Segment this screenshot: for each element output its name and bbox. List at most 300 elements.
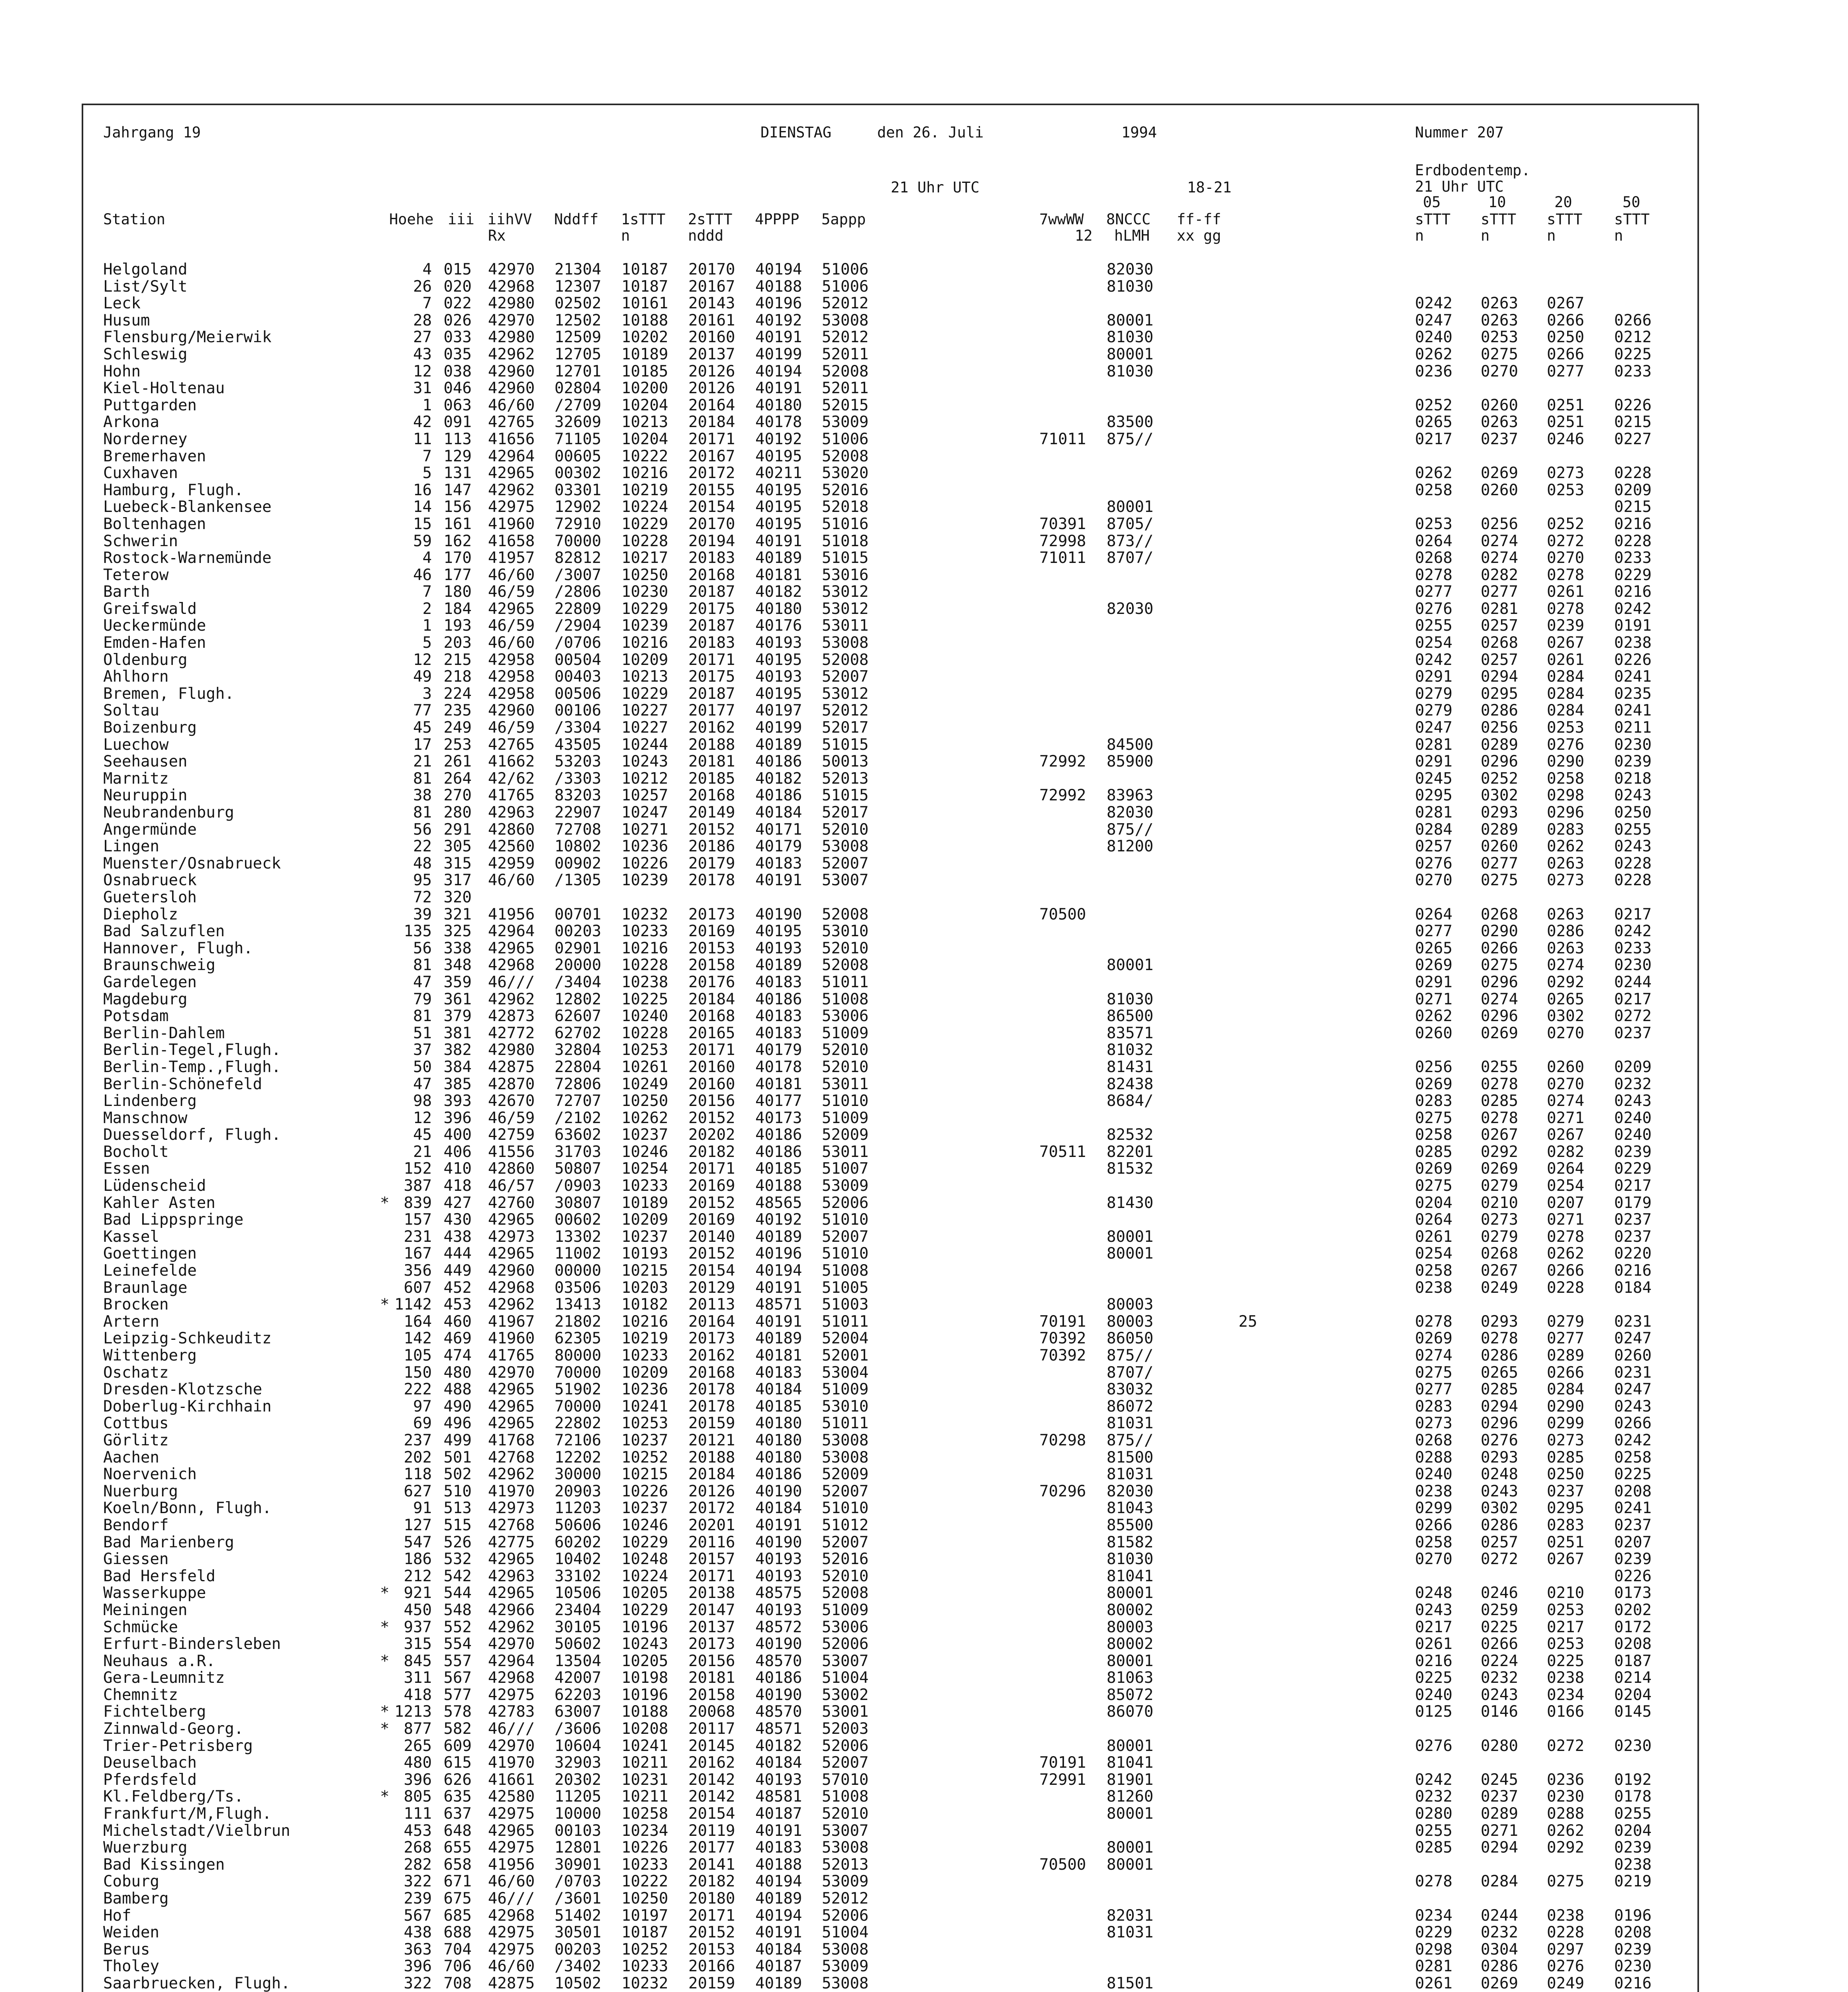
pppp-value: 40180: [755, 1448, 802, 1467]
appp-value: 52010: [822, 1567, 869, 1585]
soil-05-value: 0234: [1415, 1906, 1452, 1925]
appp-value: 52010: [822, 820, 869, 839]
pppp-value: 40176: [755, 617, 802, 635]
nccc-value: 82201: [1107, 1143, 1154, 1161]
soil-50-value: 0260: [1614, 1347, 1652, 1365]
iihvv-value: 42768: [488, 1516, 535, 1534]
nddff-value: 00000: [555, 1262, 602, 1280]
wwww-value: 72992: [1039, 786, 1086, 805]
table-row: [83, 923, 1701, 940]
station-name: Bad Marienberg: [103, 1533, 234, 1551]
station-height: 1: [422, 396, 432, 414]
station-iii: 325: [443, 922, 472, 941]
station-name: Giessen: [103, 1550, 169, 1569]
station-iii: 203: [443, 634, 472, 652]
station-height: 56: [413, 939, 432, 957]
station-name: Magdeburg: [103, 990, 188, 1008]
iihvv-value: 42980: [488, 328, 535, 347]
station-name: Osnabrueck: [103, 871, 197, 890]
table-row: [83, 1195, 1701, 1212]
station-height: 47: [413, 1075, 432, 1093]
sttt1-value: 10236: [621, 1380, 668, 1399]
appp-value: 57010: [822, 1770, 869, 1789]
station-iii: 147: [443, 481, 472, 499]
iihvv-value: 42966: [488, 1601, 535, 1619]
station-name: Braunlage: [103, 1278, 188, 1297]
soil-05-value: 0276: [1415, 1737, 1452, 1755]
sttt1-value: 10241: [621, 1397, 668, 1416]
appp-value: 53002: [822, 1686, 869, 1704]
station-iii: 496: [443, 1414, 472, 1433]
station-iii: 490: [443, 1397, 472, 1416]
table-row: [83, 1788, 1701, 1806]
table-row: [83, 822, 1701, 839]
table-row: [83, 329, 1701, 346]
table-row: [83, 1093, 1701, 1110]
soil-10-value: 0285: [1481, 1380, 1518, 1399]
appp-value: 53004: [822, 1363, 869, 1382]
pppp-value: 40191: [755, 379, 802, 398]
pppp-value: 40194: [755, 1872, 802, 1891]
soil-20-value: 0217: [1547, 1618, 1584, 1636]
sttt2-value: 20187: [688, 684, 735, 703]
table-row: [83, 974, 1701, 991]
station-height: 21: [413, 1143, 432, 1161]
sttt2-value: 20185: [688, 769, 735, 788]
station-height: 111: [404, 1805, 432, 1823]
appp-value: 53009: [822, 1957, 869, 1976]
nccc-value: 82030: [1107, 1482, 1154, 1500]
iihvv-value: 42963: [488, 804, 535, 822]
nccc-value: 81030: [1107, 362, 1154, 380]
depth-05: 05: [1423, 194, 1441, 211]
sttt2-value: 20138: [688, 1584, 735, 1602]
sttt1-value: 10227: [621, 702, 668, 720]
appp-value: 52007: [822, 1227, 869, 1246]
station-name: Saarbruecken, Flugh.: [103, 1974, 290, 1992]
iihvv-value: 42560: [488, 837, 535, 856]
station-name: Hohn: [103, 362, 141, 380]
sttt2-value: 20180: [688, 1890, 735, 1908]
table-row: [83, 1890, 1701, 1908]
station-height: 59: [413, 532, 432, 550]
pppp-value: 40190: [755, 1533, 802, 1551]
soil-10-value: 0224: [1481, 1652, 1518, 1670]
iihvv-value: 46/60: [488, 1957, 535, 1976]
station-iii: 552: [443, 1618, 472, 1636]
station-name: Cottbus: [103, 1414, 169, 1433]
soil-05-value: 0262: [1415, 345, 1452, 363]
sttt1-value: 10230: [621, 583, 668, 601]
soil-20-value: 0207: [1547, 1194, 1584, 1212]
station-name: Goettingen: [103, 1245, 197, 1263]
sttt2-value: 20177: [688, 1839, 735, 1857]
station-height: 2: [422, 600, 432, 618]
table-row: [83, 1619, 1701, 1636]
soil-05-value: 0270: [1415, 871, 1452, 890]
pppp-value: 40192: [755, 1211, 802, 1229]
nddff-value: 72106: [555, 1431, 602, 1449]
appp-value: 51008: [822, 1262, 869, 1280]
station-height: 95: [413, 871, 432, 890]
sttt1-value: 10205: [621, 1652, 668, 1670]
soil-05-value: 0254: [1415, 634, 1452, 652]
nccc-value: 81030: [1107, 328, 1154, 347]
table-row: [83, 1857, 1701, 1874]
col-station: Station: [103, 211, 165, 228]
station-iii: 359: [443, 973, 472, 991]
station-iii: 626: [443, 1770, 472, 1789]
sttt2-value: 20154: [688, 1262, 735, 1280]
station-height: 42: [413, 413, 432, 431]
soil-05-value: 0285: [1415, 1143, 1452, 1161]
appp-value: 51007: [822, 1160, 869, 1178]
soil-50-value: 0239: [1614, 1839, 1652, 1857]
sttt1-value: 10203: [621, 1278, 668, 1297]
station-iii: 706: [443, 1957, 472, 1976]
weekday-label: DIENSTAG: [760, 124, 832, 141]
nddff-value: 22809: [555, 600, 602, 618]
sttt1-value: 10222: [621, 1872, 668, 1891]
pppp-value: 40173: [755, 1109, 802, 1127]
appp-value: 52012: [822, 294, 869, 313]
station-height: 237: [404, 1431, 432, 1449]
soil-10-value: 0237: [1481, 430, 1518, 448]
station-name: Erfurt-Bindersleben: [103, 1635, 281, 1653]
station-iii: 382: [443, 1041, 472, 1059]
pppp-value: 40182: [755, 1737, 802, 1755]
soil-10-value: 0270: [1481, 362, 1518, 380]
pppp-value: 40193: [755, 1770, 802, 1789]
nddff-value: 12307: [555, 277, 602, 296]
soil-10-value: 0210: [1481, 1194, 1518, 1212]
col-12: 12: [1075, 227, 1093, 244]
nddff-value: 03301: [555, 481, 602, 499]
sttt2-value: 20171: [688, 1906, 735, 1925]
sttt2-value: 20116: [688, 1533, 735, 1551]
soil-10-value: 0266: [1481, 1635, 1518, 1653]
appp-value: 52011: [822, 345, 869, 363]
nddff-value: 62607: [555, 1007, 602, 1025]
soil-20-value: 0276: [1547, 1957, 1584, 1976]
station-name: Kl.Feldberg/Ts.: [103, 1788, 244, 1806]
sttt1-value: 10204: [621, 396, 668, 414]
appp-value: 51016: [822, 515, 869, 533]
soil-05-value: 0281: [1415, 1957, 1452, 1976]
iihvv-value: 42980: [488, 294, 535, 313]
soil-10-value: 0237: [1481, 1788, 1518, 1806]
station-name: Rostock-Warnemünde: [103, 549, 272, 567]
soil-05-value: 0281: [1415, 735, 1452, 754]
sttt1-value: 10217: [621, 549, 668, 567]
sttt1-value: 10227: [621, 719, 668, 737]
station-iii: 038: [443, 362, 472, 380]
iihvv-value: 42765: [488, 735, 535, 754]
station-iii: 544: [443, 1584, 472, 1602]
station-name: Nuerburg: [103, 1482, 178, 1500]
station-name: Luebeck-Blankensee: [103, 498, 272, 516]
soil-10-value: 0249: [1481, 1278, 1518, 1297]
station-iii: 215: [443, 651, 472, 669]
pppp-value: 40186: [755, 753, 802, 771]
sttt2-value: 20183: [688, 549, 735, 567]
station-height: 31: [413, 379, 432, 398]
soil-05-value: 0232: [1415, 1788, 1452, 1806]
station-name: Görlitz: [103, 1431, 169, 1449]
soil-20-value: 0278: [1547, 566, 1584, 584]
sttt2-value: 20171: [688, 1041, 735, 1059]
sttt1-value: 10250: [621, 1092, 668, 1110]
table-row: [83, 261, 1701, 278]
soil-20-value: 0236: [1547, 1770, 1584, 1789]
soil-50-value: 0216: [1614, 1974, 1652, 1992]
pppp-value: 40188: [755, 1855, 802, 1874]
nddff-value: /2709: [555, 396, 602, 414]
nccc-value: 81031: [1107, 1923, 1154, 1942]
sttt2-value: 20142: [688, 1770, 735, 1789]
station-iii: 396: [443, 1109, 472, 1127]
station-iii: 320: [443, 888, 472, 906]
pppp-value: 40179: [755, 1041, 802, 1059]
station-name: Brocken: [103, 1296, 169, 1314]
soil-20-value: 0297: [1547, 1940, 1584, 1959]
nddff-value: 12801: [555, 1839, 602, 1857]
soil-20-value: 0273: [1547, 464, 1584, 482]
station-height: 12: [413, 651, 432, 669]
station-name: Neubrandenburg: [103, 804, 234, 822]
appp-value: 52006: [822, 1635, 869, 1653]
sttt1-value: 10213: [621, 668, 668, 686]
nddff-value: 10506: [555, 1584, 602, 1602]
soil-20-value: 0292: [1547, 973, 1584, 991]
soil-10-value: 0292: [1481, 1143, 1518, 1161]
utc-heading: 21 Uhr UTC: [891, 179, 980, 196]
nccc-value: 83963: [1107, 786, 1154, 805]
soil-05-value: 0255: [1415, 1821, 1452, 1840]
table-row: [83, 516, 1701, 533]
soil-20-value: 0261: [1547, 583, 1584, 601]
station-height: 105: [404, 1347, 432, 1365]
iihvv-value: 42875: [488, 1058, 535, 1076]
soil-20-value: 0272: [1547, 1737, 1584, 1755]
pppp-value: 40191: [755, 1821, 802, 1840]
sttt2-value: 20164: [688, 396, 735, 414]
station-name: Hannover, Flugh.: [103, 939, 253, 957]
soil-05-value: 0261: [1415, 1974, 1452, 1992]
soil-05-value: 0275: [1415, 1363, 1452, 1382]
iihvv-value: 42965: [488, 1550, 535, 1569]
soil-10-value: 0274: [1481, 549, 1518, 567]
nddff-value: 42007: [555, 1669, 602, 1687]
nccc-value: 81500: [1107, 1448, 1154, 1467]
station-height: 48: [413, 854, 432, 872]
soil-20-value: 0270: [1547, 1024, 1584, 1042]
soil-10-value: 0294: [1481, 1397, 1518, 1416]
col-sttt-05: sTTT: [1415, 211, 1451, 228]
pppp-value: 40195: [755, 684, 802, 703]
iihvv-value: 42962: [488, 990, 535, 1008]
pppp-value: 40189: [755, 735, 802, 754]
soil-50-value: 0239: [1614, 1143, 1652, 1161]
sttt1-value: 10216: [621, 1312, 668, 1331]
table-row: [83, 1229, 1701, 1246]
col-iii: iii: [448, 211, 474, 228]
nccc-value: 81030: [1107, 1550, 1154, 1569]
wwww-value: 70500: [1039, 905, 1086, 923]
iihvv-value: 42975: [488, 1923, 535, 1942]
nddff-value: 51902: [555, 1380, 602, 1399]
soil-05-value: 0217: [1415, 1618, 1452, 1636]
table-row: [83, 940, 1701, 957]
sttt2-value: 20181: [688, 753, 735, 771]
station-iii: 515: [443, 1516, 472, 1534]
pppp-value: 40189: [755, 1329, 802, 1348]
soil-50-value: 0241: [1614, 702, 1652, 720]
station-name: Berlin-Temp.,Flugh.: [103, 1058, 281, 1076]
nccc-value: 82030: [1107, 804, 1154, 822]
soil-10-value: 0286: [1481, 1516, 1518, 1534]
iihvv-value: 41658: [488, 532, 535, 550]
pppp-value: 40184: [755, 1940, 802, 1959]
soil-20-value: 0238: [1547, 1669, 1584, 1687]
soil-10-value: 0302: [1481, 1499, 1518, 1518]
station-name: Wuerzburg: [103, 1839, 188, 1857]
station-height: 45: [413, 1126, 432, 1144]
pppp-value: 40195: [755, 447, 802, 465]
soil-20-value: 0254: [1547, 1177, 1584, 1195]
iihvv-value: 42965: [488, 939, 535, 957]
table-row: [83, 550, 1701, 567]
nddff-value: 11002: [555, 1245, 602, 1263]
nddff-value: 00203: [555, 1940, 602, 1959]
iihvv-value: 41662: [488, 753, 535, 771]
station-height: 56: [413, 820, 432, 839]
wwww-value: 70191: [1039, 1312, 1086, 1331]
station-height: 12: [413, 362, 432, 380]
sttt1-value: 10189: [621, 1194, 668, 1212]
table-row: [83, 1823, 1701, 1840]
soil-20-value: 0253: [1547, 481, 1584, 499]
nccc-value: 80001: [1107, 1227, 1154, 1246]
nddff-value: 43505: [555, 735, 602, 754]
soil-20-value: 0292: [1547, 1839, 1584, 1857]
station-name: Lindenberg: [103, 1092, 197, 1110]
iihvv-value: 41970: [488, 1482, 535, 1500]
appp-value: 52006: [822, 1194, 869, 1212]
table-row: [83, 1975, 1701, 1992]
sttt1-value: 10208: [621, 1720, 668, 1738]
table-row: [83, 1415, 1701, 1432]
sttt2-value: 20175: [688, 600, 735, 618]
appp-value: 52009: [822, 1465, 869, 1484]
station-iii: 022: [443, 294, 472, 313]
appp-value: 52001: [822, 1347, 869, 1365]
table-row: [83, 652, 1701, 669]
sttt1-value: 10246: [621, 1143, 668, 1161]
station-iii: 046: [443, 379, 472, 398]
soil-05-value: 0281: [1415, 804, 1452, 822]
soil-05-value: 0268: [1415, 1431, 1452, 1449]
nddff-value: /3606: [555, 1720, 602, 1738]
station-iii: 385: [443, 1075, 472, 1093]
sttt1-value: 10243: [621, 753, 668, 771]
soil-05-value: 0216: [1415, 1652, 1452, 1670]
soil-10-value: 0296: [1481, 1414, 1518, 1433]
table-row: [83, 1449, 1701, 1467]
station-height: 805: [404, 1788, 432, 1806]
wwww-value: 70296: [1039, 1482, 1086, 1500]
soil-05-value: 0125: [1415, 1703, 1452, 1721]
station-height: 1142: [394, 1296, 432, 1314]
appp-value: 53020: [822, 464, 869, 482]
iihvv-value: 41765: [488, 786, 535, 805]
nccc-value: 85500: [1107, 1516, 1154, 1534]
soil-20-value: 0267: [1547, 1126, 1584, 1144]
sttt1-value: 10216: [621, 464, 668, 482]
sttt2-value: 20169: [688, 1177, 735, 1195]
table-row: [83, 499, 1701, 516]
sttt1-value: 10253: [621, 1414, 668, 1433]
nddff-value: 21802: [555, 1312, 602, 1331]
station-iii: 418: [443, 1177, 472, 1195]
appp-value: 51011: [822, 1414, 869, 1433]
pppp-value: 40191: [755, 532, 802, 550]
sttt2-value: 20119: [688, 1821, 735, 1840]
station-name: Bendorf: [103, 1516, 169, 1534]
table-row: [83, 1076, 1701, 1093]
sttt2-value: 20165: [688, 1024, 735, 1042]
table-row: [83, 465, 1701, 482]
soil-50-value: 0228: [1614, 532, 1652, 550]
station-height: 98: [413, 1092, 432, 1110]
soil-05-value: 0257: [1415, 837, 1452, 856]
station-iii: 361: [443, 990, 472, 1008]
station-name: Helgoland: [103, 261, 188, 278]
soil-50-value: 0239: [1614, 1940, 1652, 1959]
station-iii: 499: [443, 1431, 472, 1449]
soil-20-value: 0275: [1547, 1872, 1584, 1891]
station-name: Seehausen: [103, 753, 188, 771]
iihvv-value: 42970: [488, 1363, 535, 1382]
appp-value: 52013: [822, 1855, 869, 1874]
station-height: 4: [422, 261, 432, 278]
iihvv-value: 46/59: [488, 719, 535, 737]
appp-value: 53016: [822, 566, 869, 584]
soil-10-value: 0248: [1481, 1465, 1518, 1484]
table-row: [83, 312, 1701, 329]
pppp-value: 40195: [755, 922, 802, 941]
sttt2-value: 20173: [688, 1635, 735, 1653]
pppp-value: 40186: [755, 990, 802, 1008]
soil-50-value: 0239: [1614, 753, 1652, 771]
pppp-value: 40193: [755, 1567, 802, 1585]
appp-value: 52015: [822, 396, 869, 414]
sttt2-value: 20168: [688, 1363, 735, 1382]
sttt1-value: 10249: [621, 1075, 668, 1093]
nddff-value: 10802: [555, 837, 602, 856]
sttt1-value: 10193: [621, 1245, 668, 1263]
sttt1-value: 10237: [621, 1499, 668, 1518]
appp-value: 53011: [822, 617, 869, 635]
table-row: [83, 1721, 1701, 1738]
appp-value: 53010: [822, 922, 869, 941]
nddff-value: 02901: [555, 939, 602, 957]
sttt2-value: 20184: [688, 990, 735, 1008]
station-iii: 091: [443, 413, 472, 431]
soil-10-value: 0302: [1481, 786, 1518, 805]
soil-05-value: 0291: [1415, 973, 1452, 991]
table-row: [83, 1042, 1701, 1059]
